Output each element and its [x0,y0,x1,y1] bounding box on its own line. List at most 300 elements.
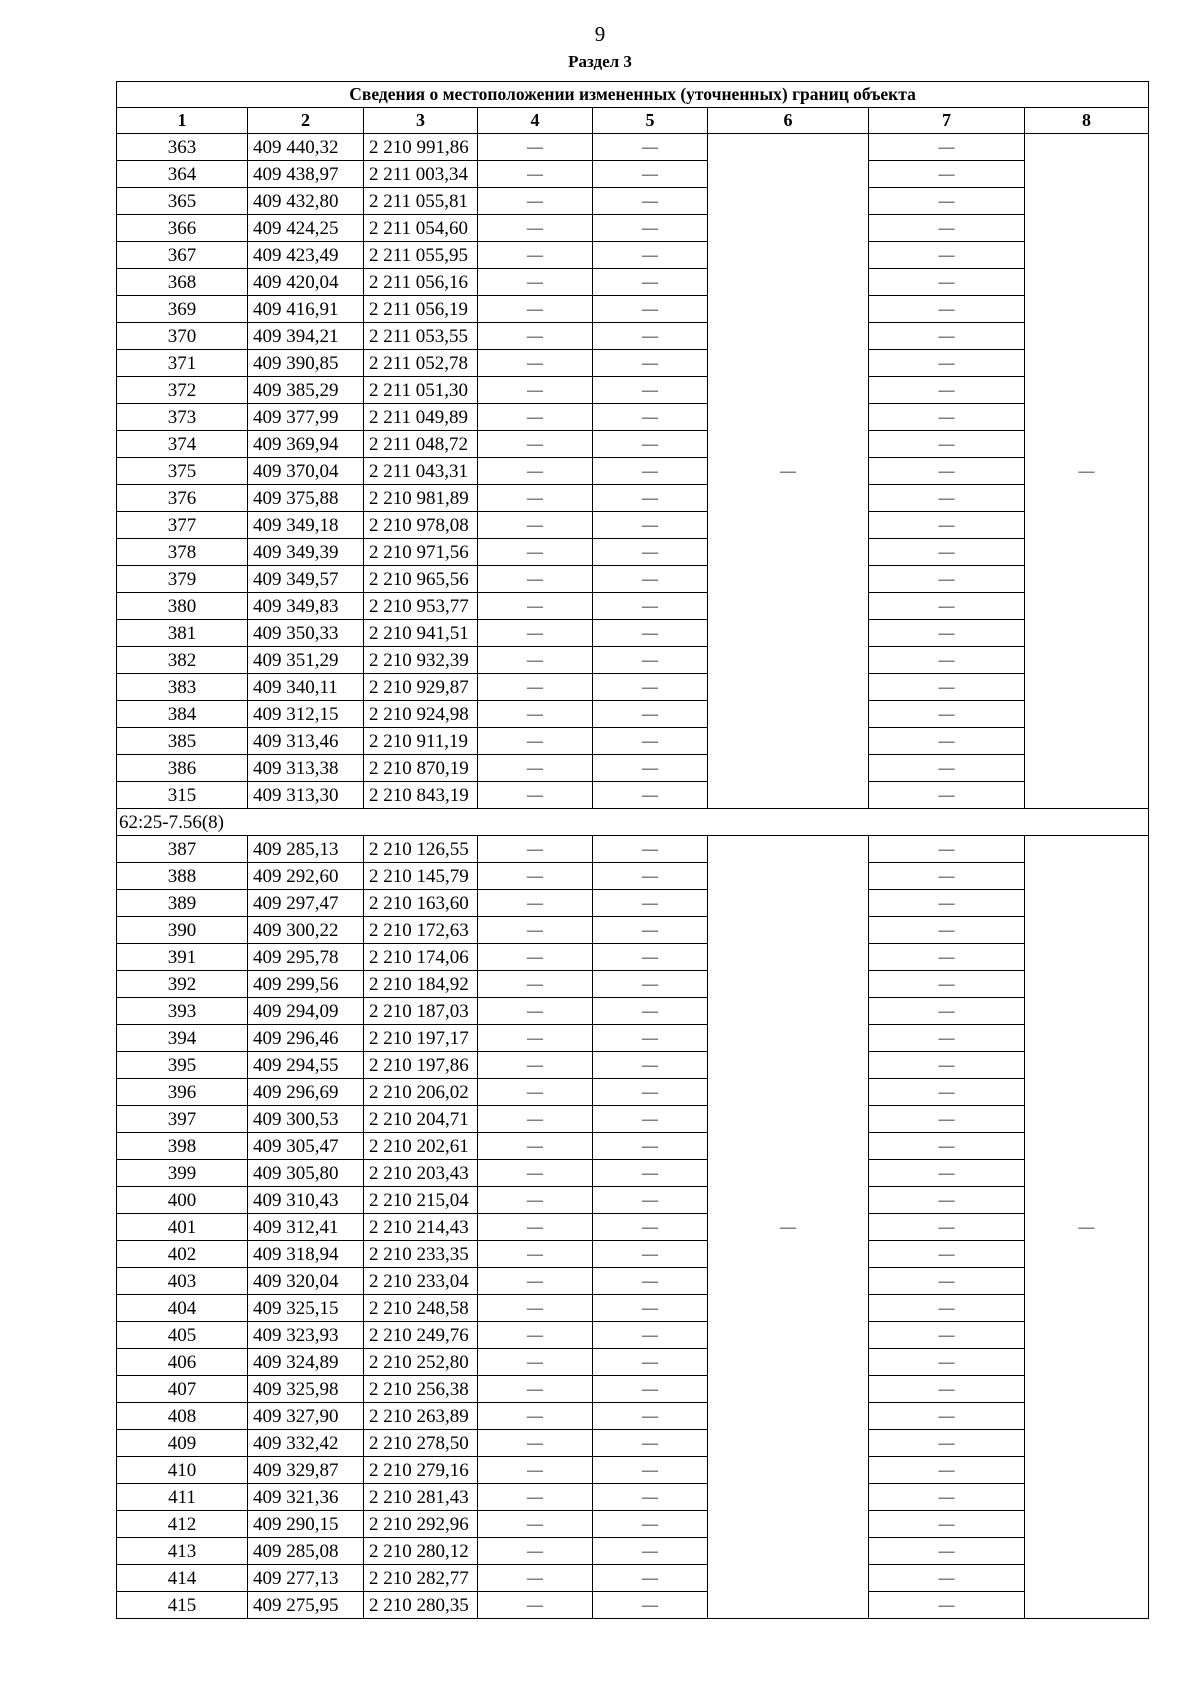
col7-dash-cell: — [869,323,1025,350]
col7-dash-cell: — [869,188,1025,215]
y-coordinate-cell: 2 210 280,35 [364,1592,478,1619]
col5-dash-cell: — [593,1079,708,1106]
col4-dash-cell: — [478,674,593,701]
col5-dash-cell: — [593,161,708,188]
col5-dash-cell: — [593,782,708,809]
col7-dash-cell: — [869,1430,1025,1457]
col5-dash-cell: — [593,755,708,782]
col7-dash-cell: — [869,377,1025,404]
table-row [117,512,1149,539]
y-coordinate-cell: 2 210 215,04 [364,1187,478,1214]
col5-dash-cell: — [593,1268,708,1295]
col7-dash-cell: — [869,971,1025,998]
col5-dash-cell: — [593,647,708,674]
col7-dash-cell: — [869,1484,1025,1511]
col5-dash-cell: — [593,998,708,1025]
col5-dash-cell: — [593,1565,708,1592]
column-number: 1 [117,108,248,134]
col5-dash-cell: — [593,701,708,728]
col4-dash-cell: — [478,161,593,188]
y-coordinate-cell: 2 210 145,79 [364,863,478,890]
group-label: 62:25-7.56(8) [117,809,1149,836]
x-coordinate-cell: 409 294,55 [248,1052,364,1079]
col8-merged-dash-cell: — [1025,836,1149,1619]
y-coordinate-cell: 2 210 279,16 [364,1457,478,1484]
col4-dash-cell: — [478,377,593,404]
col4-dash-cell: — [478,1565,593,1592]
table-row [117,458,1149,485]
point-number-cell: 398 [117,1133,248,1160]
x-coordinate-cell: 409 440,32 [248,134,364,161]
col7-dash-cell: — [869,1133,1025,1160]
col4-dash-cell: — [478,971,593,998]
table-row [117,647,1149,674]
col5-dash-cell: — [593,512,708,539]
point-number-cell: 411 [117,1484,248,1511]
point-number-cell: 376 [117,485,248,512]
x-coordinate-cell: 409 377,99 [248,404,364,431]
y-coordinate-cell: 2 211 055,95 [364,242,478,269]
y-coordinate-cell: 2 210 174,06 [364,944,478,971]
x-coordinate-cell: 409 313,38 [248,755,364,782]
table-row [117,1349,1149,1376]
table-row [117,944,1149,971]
y-coordinate-cell: 2 211 049,89 [364,404,478,431]
col7-dash-cell: — [869,1511,1025,1538]
x-coordinate-cell: 409 285,08 [248,1538,364,1565]
point-number-cell: 391 [117,944,248,971]
y-coordinate-cell: 2 210 252,80 [364,1349,478,1376]
col5-dash-cell: — [593,944,708,971]
y-coordinate-cell: 2 210 163,60 [364,890,478,917]
point-number-cell: 372 [117,377,248,404]
table-row [117,1538,1149,1565]
col4-dash-cell: — [478,836,593,863]
x-coordinate-cell: 409 424,25 [248,215,364,242]
point-number-cell: 409 [117,1430,248,1457]
point-number-cell: 374 [117,431,248,458]
y-coordinate-cell: 2 211 053,55 [364,323,478,350]
x-coordinate-cell: 409 438,97 [248,161,364,188]
col7-dash-cell: — [869,485,1025,512]
col7-dash-cell: — [869,215,1025,242]
point-number-cell: 399 [117,1160,248,1187]
col4-dash-cell: — [478,431,593,458]
point-number-cell: 367 [117,242,248,269]
point-number-cell: 315 [117,782,248,809]
col7-dash-cell: — [869,1349,1025,1376]
col7-dash-cell: — [869,1565,1025,1592]
y-coordinate-cell: 2 210 172,63 [364,917,478,944]
y-coordinate-cell: 2 210 292,96 [364,1511,478,1538]
point-number-cell: 387 [117,836,248,863]
point-number-cell: 406 [117,1349,248,1376]
col5-dash-cell: — [593,188,708,215]
x-coordinate-cell: 409 297,47 [248,890,364,917]
table-row [117,1430,1149,1457]
column-number: 6 [708,108,869,134]
table-row [117,1079,1149,1106]
col7-dash-cell: — [869,404,1025,431]
table-row [117,1403,1149,1430]
x-coordinate-cell: 409 340,11 [248,674,364,701]
col7-dash-cell: — [869,458,1025,485]
group-label-row [117,809,1149,836]
table-row [117,161,1149,188]
y-coordinate-cell: 2 210 971,56 [364,539,478,566]
y-coordinate-cell: 2 210 924,98 [364,701,478,728]
column-number: 4 [478,108,593,134]
x-coordinate-cell: 409 312,41 [248,1214,364,1241]
point-number-cell: 403 [117,1268,248,1295]
point-number-cell: 380 [117,593,248,620]
x-coordinate-cell: 409 277,13 [248,1565,364,1592]
col4-dash-cell: — [478,1376,593,1403]
col4-dash-cell: — [478,1052,593,1079]
x-coordinate-cell: 409 416,91 [248,296,364,323]
col5-dash-cell: — [593,1187,708,1214]
x-coordinate-cell: 409 300,22 [248,917,364,944]
col5-dash-cell: — [593,1322,708,1349]
col4-dash-cell: — [478,863,593,890]
table-row [117,971,1149,998]
col7-dash-cell: — [869,1403,1025,1430]
table-row [117,1322,1149,1349]
col4-dash-cell: — [478,1511,593,1538]
y-coordinate-cell: 2 210 214,43 [364,1214,478,1241]
x-coordinate-cell: 409 432,80 [248,188,364,215]
col5-dash-cell: — [593,323,708,350]
point-number-cell: 413 [117,1538,248,1565]
table-row [117,890,1149,917]
col7-dash-cell: — [869,998,1025,1025]
x-coordinate-cell: 409 313,30 [248,782,364,809]
y-coordinate-cell: 2 210 197,86 [364,1052,478,1079]
column-number-row [117,108,1149,134]
y-coordinate-cell: 2 210 204,71 [364,1106,478,1133]
x-coordinate-cell: 409 349,83 [248,593,364,620]
col7-dash-cell: — [869,755,1025,782]
x-coordinate-cell: 409 423,49 [248,242,364,269]
col6-merged-dash-cell: — [708,134,869,809]
col7-dash-cell: — [869,836,1025,863]
col7-dash-cell: — [869,1160,1025,1187]
table-row [117,782,1149,809]
point-number-cell: 388 [117,863,248,890]
y-coordinate-cell: 2 210 965,56 [364,566,478,593]
col4-dash-cell: — [478,485,593,512]
col5-dash-cell: — [593,1376,708,1403]
col4-dash-cell: — [478,1349,593,1376]
x-coordinate-cell: 409 305,47 [248,1133,364,1160]
point-number-cell: 371 [117,350,248,377]
col4-dash-cell: — [478,296,593,323]
y-coordinate-cell: 2 210 248,58 [364,1295,478,1322]
point-number-cell: 394 [117,1025,248,1052]
col4-dash-cell: — [478,269,593,296]
point-number-cell: 369 [117,296,248,323]
col7-dash-cell: — [869,539,1025,566]
col4-dash-cell: — [478,1457,593,1484]
x-coordinate-cell: 409 394,21 [248,323,364,350]
x-coordinate-cell: 409 323,93 [248,1322,364,1349]
col4-dash-cell: — [478,944,593,971]
table-row [117,269,1149,296]
col4-dash-cell: — [478,1484,593,1511]
table-row [117,1160,1149,1187]
col7-dash-cell: — [869,674,1025,701]
point-number-cell: 404 [117,1295,248,1322]
y-coordinate-cell: 2 210 278,50 [364,1430,478,1457]
y-coordinate-cell: 2 210 184,92 [364,971,478,998]
col5-dash-cell: — [593,539,708,566]
x-coordinate-cell: 409 318,94 [248,1241,364,1268]
table-row [117,1187,1149,1214]
table-row [117,1511,1149,1538]
point-number-cell: 385 [117,728,248,755]
point-number-cell: 392 [117,971,248,998]
table-row [117,863,1149,890]
col5-dash-cell: — [593,917,708,944]
col7-dash-cell: — [869,512,1025,539]
point-number-cell: 384 [117,701,248,728]
table-row [117,539,1149,566]
column-number: 5 [593,108,708,134]
col4-dash-cell: — [478,566,593,593]
x-coordinate-cell: 409 292,60 [248,863,364,890]
y-coordinate-cell: 2 210 256,38 [364,1376,478,1403]
x-coordinate-cell: 409 312,15 [248,701,364,728]
table-row [117,1025,1149,1052]
x-coordinate-cell: 409 299,56 [248,971,364,998]
col7-dash-cell: — [869,728,1025,755]
table-row [117,404,1149,431]
x-coordinate-cell: 409 300,53 [248,1106,364,1133]
table-body [117,82,1149,1619]
col7-dash-cell: — [869,1322,1025,1349]
col7-dash-cell: — [869,1025,1025,1052]
col5-dash-cell: — [593,1160,708,1187]
point-number-cell: 386 [117,755,248,782]
y-coordinate-cell: 2 210 233,35 [364,1241,478,1268]
y-coordinate-cell: 2 211 056,19 [364,296,478,323]
point-number-cell: 410 [117,1457,248,1484]
col7-dash-cell: — [869,431,1025,458]
y-coordinate-cell: 2 210 282,77 [364,1565,478,1592]
table-row [117,323,1149,350]
col7-dash-cell: — [869,890,1025,917]
table-row [117,1376,1149,1403]
table-row [117,188,1149,215]
col7-dash-cell: — [869,1052,1025,1079]
col7-dash-cell: — [869,701,1025,728]
y-coordinate-cell: 2 210 281,43 [364,1484,478,1511]
table-row [117,485,1149,512]
col7-dash-cell: — [869,1268,1025,1295]
col4-dash-cell: — [478,134,593,161]
y-coordinate-cell: 2 211 043,31 [364,458,478,485]
col5-dash-cell: — [593,863,708,890]
col5-dash-cell: — [593,971,708,998]
col7-dash-cell: — [869,620,1025,647]
col5-dash-cell: — [593,620,708,647]
x-coordinate-cell: 409 349,18 [248,512,364,539]
col4-dash-cell: — [478,701,593,728]
column-number: 2 [248,108,364,134]
x-coordinate-cell: 409 321,36 [248,1484,364,1511]
col5-dash-cell: — [593,242,708,269]
x-coordinate-cell: 409 325,98 [248,1376,364,1403]
col5-dash-cell: — [593,458,708,485]
col4-dash-cell: — [478,323,593,350]
point-number-cell: 390 [117,917,248,944]
table-row [117,566,1149,593]
col4-dash-cell: — [478,998,593,1025]
col5-dash-cell: — [593,431,708,458]
y-coordinate-cell: 2 211 052,78 [364,350,478,377]
table-row [117,674,1149,701]
y-coordinate-cell: 2 210 249,76 [364,1322,478,1349]
x-coordinate-cell: 409 329,87 [248,1457,364,1484]
col7-dash-cell: — [869,1106,1025,1133]
point-number-cell: 412 [117,1511,248,1538]
col4-dash-cell: — [478,1025,593,1052]
y-coordinate-cell: 2 210 126,55 [364,836,478,863]
col5-dash-cell: — [593,1349,708,1376]
col7-dash-cell: — [869,1457,1025,1484]
point-number-cell: 393 [117,998,248,1025]
point-number-cell: 400 [117,1187,248,1214]
col5-dash-cell: — [593,377,708,404]
col4-dash-cell: — [478,1322,593,1349]
x-coordinate-cell: 409 275,95 [248,1592,364,1619]
table-row [117,215,1149,242]
col4-dash-cell: — [478,593,593,620]
table-row [117,1457,1149,1484]
page-number: 9 [594,22,606,46]
col4-dash-cell: — [478,782,593,809]
point-number-cell: 402 [117,1241,248,1268]
col4-dash-cell: — [478,1295,593,1322]
col4-dash-cell: — [478,1430,593,1457]
point-number-cell: 370 [117,323,248,350]
column-number: 3 [364,108,478,134]
col4-dash-cell: — [478,242,593,269]
section-title: Раздел 3 [568,52,632,71]
y-coordinate-cell: 2 210 202,61 [364,1133,478,1160]
point-number-cell: 395 [117,1052,248,1079]
x-coordinate-cell: 409 325,15 [248,1295,364,1322]
col4-dash-cell: — [478,1106,593,1133]
y-coordinate-cell: 2 210 991,86 [364,134,478,161]
col4-dash-cell: — [478,647,593,674]
point-number-cell: 382 [117,647,248,674]
table-row [117,431,1149,458]
point-number-cell: 415 [117,1592,248,1619]
y-coordinate-cell: 2 210 187,03 [364,998,478,1025]
x-coordinate-cell: 409 285,13 [248,836,364,863]
col5-dash-cell: — [593,269,708,296]
col5-dash-cell: — [593,890,708,917]
x-coordinate-cell: 409 305,80 [248,1160,364,1187]
col4-dash-cell: — [478,1214,593,1241]
col7-dash-cell: — [869,1241,1025,1268]
x-coordinate-cell: 409 320,04 [248,1268,364,1295]
x-coordinate-cell: 409 290,15 [248,1511,364,1538]
y-coordinate-cell: 2 210 843,19 [364,782,478,809]
table-row [117,701,1149,728]
col7-dash-cell: — [869,1187,1025,1214]
table-row [117,1106,1149,1133]
table-title-row [117,82,1149,108]
col5-dash-cell: — [593,1403,708,1430]
table-row [117,755,1149,782]
x-coordinate-cell: 409 296,69 [248,1079,364,1106]
col5-dash-cell: — [593,1511,708,1538]
table-row [117,134,1149,161]
col5-dash-cell: — [593,215,708,242]
y-coordinate-cell: 2 211 056,16 [364,269,478,296]
point-number-cell: 364 [117,161,248,188]
x-coordinate-cell: 409 324,89 [248,1349,364,1376]
table-row [117,296,1149,323]
table-row [117,1565,1149,1592]
col7-dash-cell: — [869,1214,1025,1241]
col4-dash-cell: — [478,215,593,242]
table-row [117,1268,1149,1295]
y-coordinate-cell: 2 210 911,19 [364,728,478,755]
point-number-cell: 381 [117,620,248,647]
col5-dash-cell: — [593,1457,708,1484]
col4-dash-cell: — [478,728,593,755]
col4-dash-cell: — [478,458,593,485]
col7-dash-cell: — [869,944,1025,971]
col5-dash-cell: — [593,1295,708,1322]
x-coordinate-cell: 409 349,39 [248,539,364,566]
x-coordinate-cell: 409 350,33 [248,620,364,647]
x-coordinate-cell: 409 390,85 [248,350,364,377]
col5-dash-cell: — [593,674,708,701]
col5-dash-cell: — [593,566,708,593]
y-coordinate-cell: 2 210 870,19 [364,755,478,782]
col7-dash-cell: — [869,269,1025,296]
col5-dash-cell: — [593,593,708,620]
col7-dash-cell: — [869,134,1025,161]
col7-dash-cell: — [869,647,1025,674]
col7-dash-cell: — [869,566,1025,593]
x-coordinate-cell: 409 332,42 [248,1430,364,1457]
point-number-cell: 365 [117,188,248,215]
y-coordinate-cell: 2 210 263,89 [364,1403,478,1430]
col7-dash-cell: — [869,1295,1025,1322]
y-coordinate-cell: 2 210 233,04 [364,1268,478,1295]
table-row [117,1241,1149,1268]
col5-dash-cell: — [593,1052,708,1079]
point-number-cell: 407 [117,1376,248,1403]
y-coordinate-cell: 2 211 054,60 [364,215,478,242]
x-coordinate-cell: 409 385,29 [248,377,364,404]
table-title: Сведения о местоположении измененных (уточненных) границ объекта [117,82,1149,108]
point-number-cell: 378 [117,539,248,566]
point-number-cell: 389 [117,890,248,917]
col7-dash-cell: — [869,350,1025,377]
col5-dash-cell: — [593,1430,708,1457]
col4-dash-cell: — [478,188,593,215]
col7-dash-cell: — [869,296,1025,323]
col7-dash-cell: — [869,242,1025,269]
col5-dash-cell: — [593,728,708,755]
col7-dash-cell: — [869,1376,1025,1403]
